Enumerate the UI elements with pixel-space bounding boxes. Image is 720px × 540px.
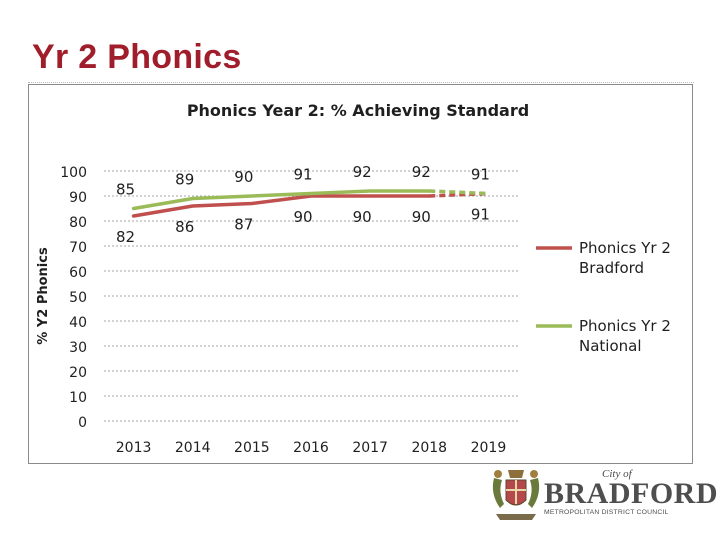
data-label: 92 [411,163,431,181]
coat-of-arms-icon [486,464,546,526]
y-tick-label: 50 [69,290,87,306]
logo-bradford: BRADFORD [544,477,718,510]
x-tick-label: 2014 [174,440,211,456]
legend-label: Phonics Yr 2 National [579,317,671,355]
data-label: 91 [470,165,490,184]
y-tick-label: 90 [69,190,87,206]
series-line [134,196,430,216]
slide-title: Yr 2 Phonics [32,38,242,76]
y-tick-label: 0 [78,415,87,431]
data-label: 91 [470,205,490,224]
logo-subtitle: METROPOLITAN DISTRICT COUNCIL [544,509,669,516]
data-label: 82 [116,228,136,246]
y-tick-label: 40 [69,315,87,331]
y-tick-labels [60,165,87,431]
data-label: 90 [411,208,431,226]
y-tick-label: 20 [69,365,87,381]
y-tick-label: 70 [69,240,87,256]
legend [536,239,671,355]
x-tick-label: 2016 [293,440,329,456]
y-axis-title: % Y2 Phonics [36,247,51,345]
data-label: 90 [352,208,372,226]
x-tick-labels [116,440,506,456]
y-tick-label: 80 [69,215,87,231]
y-tick-label: 10 [69,390,87,406]
y-tick-label: 100 [60,165,87,181]
data-label: 90 [234,168,254,186]
chart-title: Phonics Year 2: % Achieving Standard [186,101,530,120]
y-tick-label: 30 [69,340,87,356]
x-tick-label: 2013 [115,440,152,456]
y-tick-label: 60 [69,265,87,281]
data-label: 89 [175,170,195,189]
data-labels [116,163,490,246]
x-tick-label: 2018 [411,440,448,456]
data-label: 87 [234,215,254,234]
data-label: 86 [175,218,195,236]
x-tick-label: 2017 [352,440,388,456]
x-tick-label: 2019 [470,440,507,456]
data-label: 91 [293,165,313,184]
data-label: 92 [352,163,372,181]
x-tick-label: 2015 [234,440,270,456]
data-label: 85 [116,180,136,199]
series-line-dashed [429,191,488,194]
data-label: 90 [293,208,313,226]
legend-label: Phonics Yr 2 Bradford [579,239,671,277]
logo-city-of: City of [602,468,632,480]
